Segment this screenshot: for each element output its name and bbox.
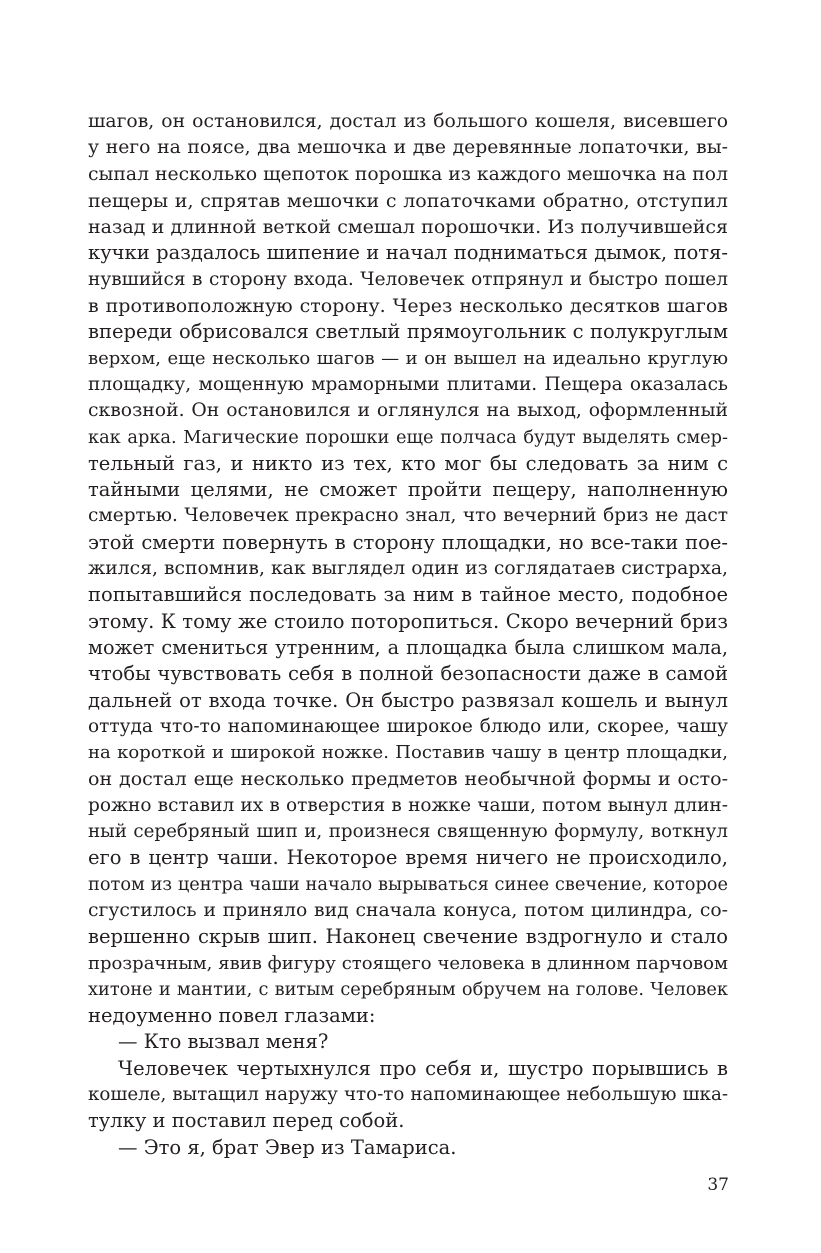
text-line: тайными целями, не сможет пройти пещеру, наполненную <box>88 478 728 502</box>
text-line: площадку, мощенную мраморными плитами. Пещера оказалась <box>88 373 728 395</box>
text-line: рожно вставил их в отверстия в ножке чаши, потом вынул длин- <box>88 794 728 816</box>
text-line: Человечек чертыхнулся про себя и, шустро порывшись в <box>118 1056 728 1080</box>
dialogue-line: — Кто вызвал меня? <box>118 1030 329 1054</box>
text-line: сыпал несколько щепоток порошка из каждого мешочка на пол <box>88 163 728 185</box>
text-line: верхом, еще несколько шагов — и он вышел на идеально круглую <box>88 347 728 369</box>
text-line: недоуменно повел глазами: <box>88 1004 376 1028</box>
text-line: потом из центра чаши начало вырываться синее свечение, которое <box>88 874 728 895</box>
text-line: его в центр чаши. Некоторое время ничего не происходило, <box>88 846 728 870</box>
text-line: хитоне и мантии, с витым серебряным обручем на голове. Человек <box>88 979 728 1000</box>
text-line: смертью. Человечек прекрасно знал, что вечерний бриз не даст <box>88 505 728 527</box>
text-line: сгустилось и приняло вид сначала конуса, потом цилиндра, со- <box>88 899 728 921</box>
text-line: тельный газ, и никто из тех, кто мог бы следовать за ним с <box>88 451 728 475</box>
text-line: попытавшийся последовать за ним в тайное место, подобное <box>88 583 728 607</box>
text-line: на короткой и широкой ножке. Поставив чашу в центр площадки, <box>88 742 728 764</box>
text-line: может смениться утренним, а площадка была слишком мала, <box>88 635 728 659</box>
text-line: жился, вспомнив, как выглядел один из соглядатаев систрарха, <box>88 558 728 580</box>
dialogue-line: — Это я, брат Эвер из Тамариса. <box>118 1135 457 1159</box>
text-line: прозрачным, явив фигуру стоящего человека в длинном парчовом <box>88 952 728 974</box>
text-line: в противоположную сторону. Через несколько десятков шагов <box>88 295 728 318</box>
text-line: этому. К тому же стоило поторопиться. Скоро вечерний бриз <box>88 609 728 633</box>
text-line: у него на поясе, два мешочка и две деревянные лопаточки, вы- <box>88 137 728 159</box>
text-line: пещеры и, спрятав мешочки с лопаточками обратно, отступил <box>88 189 728 212</box>
text-line: как арка. Магические порошки еще полчаса будут выделять смер- <box>88 427 728 448</box>
text-line: впереди обрисовался светлый прямоугольник с полукруглым <box>88 320 728 344</box>
text-line: назад и длинной веткой смешал порошочки. Из получившейся <box>88 216 728 239</box>
text-line: чтобы чувствовать себя в полной безопасности даже в самой <box>88 662 728 686</box>
text-line: этой смерти повернуть в сторону площадки, но все-таки пое- <box>88 530 728 554</box>
text-line: оттуда что-то напоминающее широкое блюдо или, скорее, чашу <box>88 715 728 737</box>
text-line: кошеле, вытащил наружу что-то напоминающее небольшую шка- <box>88 1083 728 1105</box>
text-line: нувшийся в сторону входа. Человечек отпрянул и быстро пошел <box>88 268 728 290</box>
text-line: кучки раздалось шипение и начал подниматься дымок, потя- <box>88 241 728 265</box>
text-line: шагов, он остановился, достал из большого кошеля, висевшего <box>88 111 728 132</box>
body-text <box>88 109 728 1161</box>
text-line: вершенно скрыв шип. Наконец свечение вздрогнуло и стало <box>88 925 728 949</box>
text-line: сквозной. Он остановился и оглянулся на выход, оформленный <box>88 400 728 422</box>
text-line: дальней от входа точке. Он быстро развязал кошель и вынул <box>88 688 728 712</box>
page-number: 37 <box>707 1175 729 1195</box>
text-line: ный серебряный шип и, произнеся священную формулу, воткнул <box>88 821 728 843</box>
text-line: он достал еще несколько предметов необычной формы и осто- <box>88 768 728 791</box>
text-line: тулку и поставил перед собой. <box>88 1109 405 1133</box>
